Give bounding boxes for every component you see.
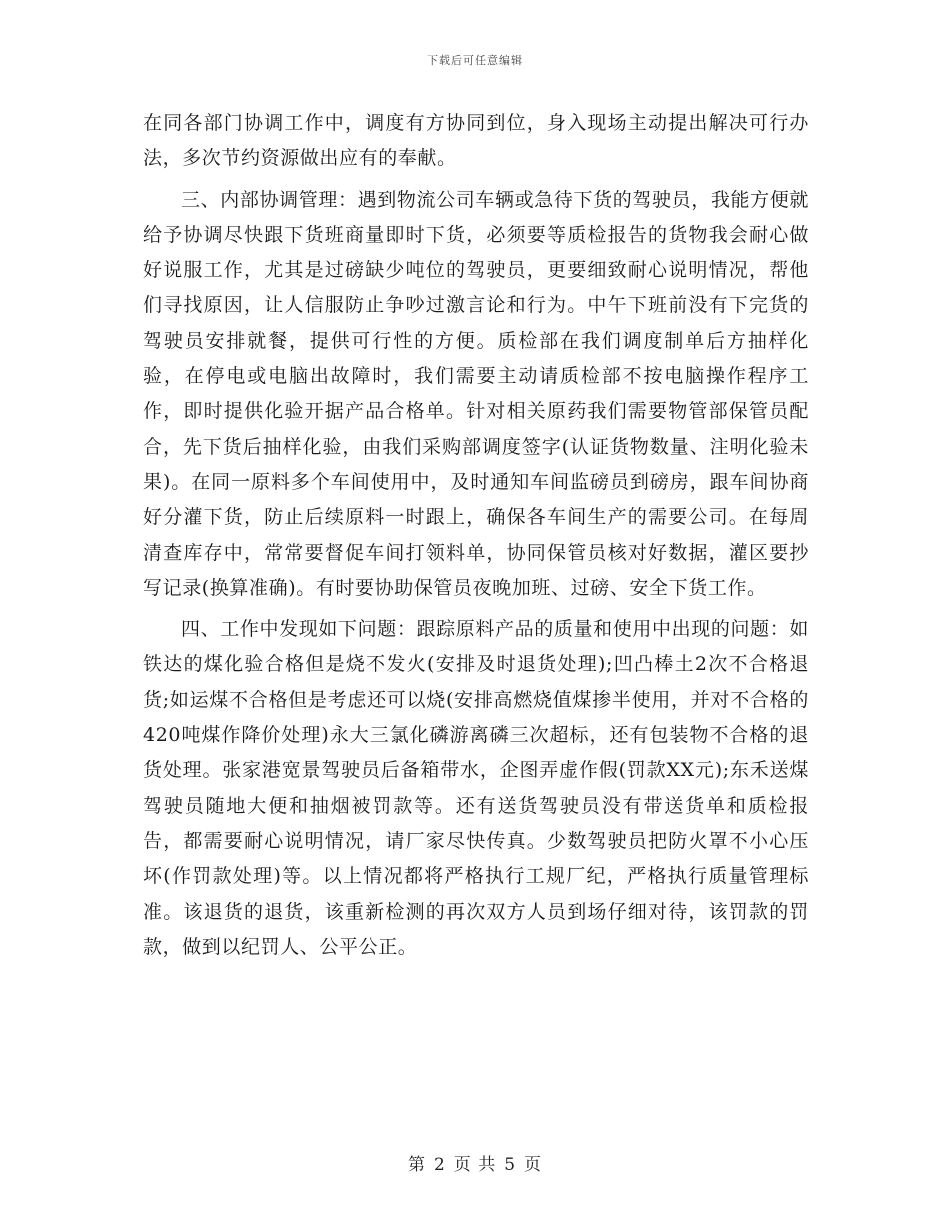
page-prefix: 第 [407,1155,426,1175]
document-body [143,106,809,965]
page-middle: 页 共 [453,1155,497,1175]
paragraph-problems-found: 四、工作中发现如下问题：跟踪原料产品的质量和使用中出现的问题：如铁达的煤化验合格但是烧不发火(安排及时退货处理);凹凸棒土2次不合格退货;如运煤不合格但是考虑还可以烧(安排高燃烧值煤掺半使用，并对不合格的420吨煤作降价处理)永大三氯化磷游离磷三次超标，还有包装物不合格的退货处理。张家港宽景驾驶员后备箱带水，企图弄虚作假(罚款XX元);东禾送煤驾驶员随地大便和抽烟被罚款等。还有送货驾驶员没有带送货单和质检报告，都需要耐心说明情况，请厂家尽快传真。少数驾驶员把防火罩不小心压坏(作罚款处理)等。以上情况都将严格执行工规厂纪，严格执行质量管理标准。该退货的退货，该重新检测的再次双方人员到场仔细对待，该罚款的罚款，做到以纪罚人、公平公正。 [143,618,809,958]
page-header: 下载后可任意编辑 [427,54,523,67]
page-total: 5 [504,1155,517,1175]
page-current: 2 [433,1155,446,1175]
paragraph-internal-coordination: 三、内部协调管理：遇到物流公司车辆或急待下货的驾驶员，我能方便就给予协调尽快跟下货班商量即时下货，必须要等质检报告的货物我会耐心做好说服工作，尤其是过磅缺少吨位的驾驶员，更要细致耐心说明情况，帮他们寻找原因，让人信服防止争吵过激言论和行为。中午下班前没有下完货的驾驶员安排就餐，提供可行性的方便。质检部在我们调度制单后方抽样化验，在停电或电脑出故障时，我们需要主动请质检部不按电脑操作程序工作，即时提供化验开据产品合格单。针对相关原药我们需要物管部保管员配合，先下货后抽样化验，由我们采购部调度签字(认证货物数量、注明化验未果)。在同一原料多个车间使用中，及时通知车间监磅员到磅房，跟车间协商好分灌下货，防止后续原料一时跟上，确保各车间生产的需要公司。在每周清查库存中，常常要督促车间打领料单，协同保管员核对好数据，灌区要抄写记录(换算准确)。有时要协助保管员夜晚加班、过磅、安全下货工作。 [143,188,809,599]
page-suffix: 页 [524,1155,543,1175]
paragraph-continuation: 在同各部门协调工作中，调度有方协同到位，身入现场主动提出解决可行办法，多次节约资源做出应有的奉献。 [143,112,809,170]
page-footer [0,1150,950,1175]
